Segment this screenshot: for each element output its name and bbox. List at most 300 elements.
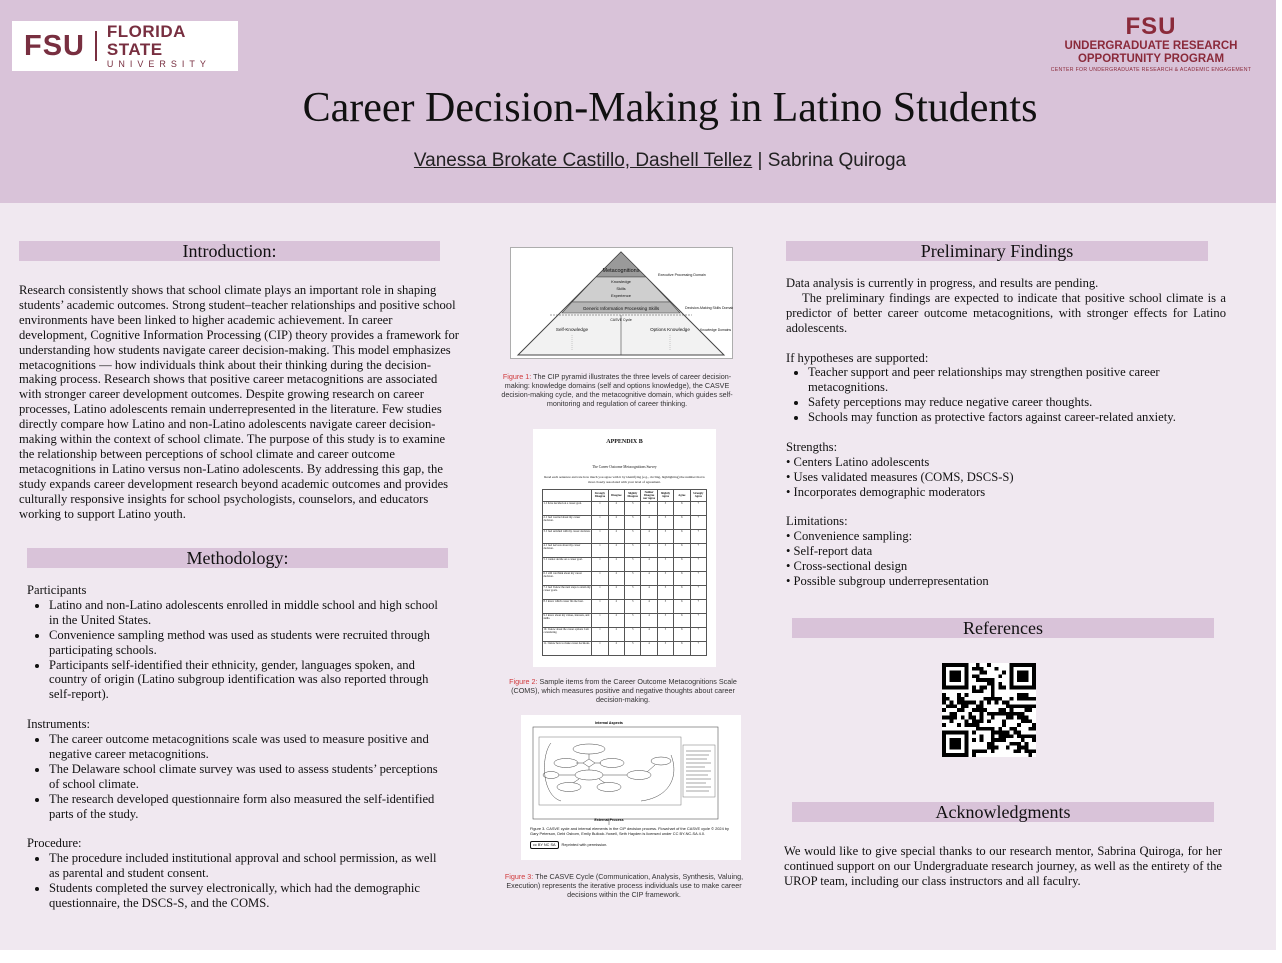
qr-module <box>998 682 1002 686</box>
qr-module <box>1028 749 1032 753</box>
qr-module <box>1017 734 1021 738</box>
qr-module <box>1028 719 1032 723</box>
pyramid-decision-label: Decision-Making Skills Domain <box>685 306 733 310</box>
survey-instructions: Read each sentence and rate how much you agree with it by identifying (e.g., circling, highlighting) the number that is most closely associated with your level of agreement. <box>544 475 705 484</box>
qr-module <box>946 686 950 690</box>
qr-module <box>961 704 965 708</box>
qr-module <box>1028 697 1032 701</box>
survey-header-row <box>543 490 707 502</box>
qr-module <box>1028 686 1032 690</box>
figure1-cip-pyramid <box>510 247 733 359</box>
qr-module <box>1025 693 1029 697</box>
qr-module <box>965 686 969 690</box>
introduction-heading: Introduction: <box>19 241 440 261</box>
pyramid-generic-label: Generic Information Processing Skills <box>582 306 660 311</box>
urop-logo-line1: UNDERGRADUATE RESEARCH <box>1064 40 1238 52</box>
table-cell: 7 <box>690 501 706 515</box>
table-cell: 1 <box>592 529 608 543</box>
qr-module <box>942 731 946 735</box>
qr-module <box>1010 667 1014 671</box>
qr-module <box>980 667 984 671</box>
findings-status: Data analysis is currently in progress, and results are pending. <box>786 276 1099 290</box>
qr-module <box>1010 742 1014 746</box>
qr-module <box>1025 663 1029 667</box>
poster-title: Career Decision-Making in Latino Students <box>302 85 1038 131</box>
qr-module <box>953 674 957 678</box>
qr-module <box>953 716 957 720</box>
table-row <box>543 627 707 641</box>
table-cell: 7 <box>690 529 706 543</box>
participants-label: Participants <box>27 583 87 597</box>
qr-module <box>942 701 946 705</box>
figure3-caption-text: The CASVE Cycle (Communication, Analysis, Synthesis, Valuing, Execution) represents the iterative process individuals use to make career decisions within the CIP framework. <box>506 872 744 899</box>
license-row <box>530 841 607 848</box>
table-cell: 1 <box>592 515 608 529</box>
table-cell: 7 <box>690 613 706 627</box>
qr-module <box>961 731 965 735</box>
qr-module <box>1017 674 1021 678</box>
qr-module <box>995 738 999 742</box>
urop-logo <box>1040 14 1262 74</box>
qr-module <box>953 746 957 750</box>
table-cell: 7 <box>690 585 706 599</box>
findings-expected: The preliminary findings are expected to indicate that positive school climate is a predictor of better career outcome metacognitions, with stronger effects for Latino adolescents. <box>786 290 1226 335</box>
casve-top-label: Internal Aspects <box>595 721 623 725</box>
qr-module <box>965 701 969 705</box>
casve-reprinted-note: Reprinted with permission. <box>561 842 608 847</box>
qr-module <box>965 746 969 750</box>
qr-module <box>1032 723 1036 727</box>
table-cell: 7 <box>690 627 706 641</box>
qr-module <box>1032 682 1036 686</box>
qr-module <box>965 734 969 738</box>
table-cell: 2 <box>608 515 624 529</box>
table-cell: 3 <box>624 557 640 571</box>
qr-module <box>1025 746 1029 750</box>
table-row <box>543 557 707 571</box>
qr-module <box>1032 727 1036 731</box>
qr-module <box>1021 697 1025 701</box>
qr-module <box>942 746 946 750</box>
qr-module <box>991 697 995 701</box>
qr-module <box>991 686 995 690</box>
qr-module <box>950 753 954 757</box>
table-cell: 7 <box>690 599 706 613</box>
qr-module <box>998 708 1002 712</box>
qr-module <box>1017 704 1021 708</box>
table-cell: 4 <box>641 501 657 515</box>
qr-module <box>1025 716 1029 720</box>
qr-module <box>991 727 995 731</box>
qr-module <box>1010 686 1014 690</box>
qr-module <box>987 701 991 705</box>
qr-module <box>946 704 950 708</box>
cip-pyramid-svg <box>510 247 733 359</box>
fsu-logo-line2: UNIVERSITY <box>106 58 211 69</box>
qr-module <box>972 723 976 727</box>
qr-module <box>953 738 957 742</box>
qr-module <box>1013 749 1017 753</box>
table-cell: 6 <box>674 641 690 655</box>
table-cell: 5 <box>657 529 673 543</box>
qr-module <box>950 742 954 746</box>
table-cell: 3 <box>624 613 640 627</box>
strengths-label: Strengths: <box>786 439 838 454</box>
fsu-logo-mark: FSU <box>24 29 85 62</box>
qr-module <box>957 738 961 742</box>
qr-module <box>1006 712 1010 716</box>
table-cell: 6 <box>674 571 690 585</box>
list-item: • Safety perceptions may reduce negative career thoughts. <box>808 395 1226 410</box>
qr-module <box>1013 727 1017 731</box>
qr-module <box>987 712 991 716</box>
qr-module <box>998 734 1002 738</box>
table-cell: 4 <box>641 613 657 627</box>
table-cell: 1. I have decided on a career goal. <box>543 501 592 515</box>
figure2-caption <box>503 677 743 704</box>
qr-module <box>995 746 999 750</box>
qr-module <box>1028 708 1032 712</box>
table-cell: 1 <box>592 641 608 655</box>
qr-module <box>946 716 950 720</box>
figure1-caption-text: The CIP pyramid illustrates the three levels of career decision-making: knowledge domains (self and options knowledge), the CASVE decision-making cycle, and the metacognitive domain, which guides self-monitoring and regulation of career thinking. <box>501 372 733 408</box>
qr-module <box>976 663 980 667</box>
qr-module <box>976 689 980 693</box>
qr-module <box>980 689 984 693</box>
qr-module <box>957 708 961 712</box>
qr-module <box>957 723 961 727</box>
table-cell: 6. I still can think about my career decision. <box>543 571 592 585</box>
qr-module <box>1025 674 1029 678</box>
qr-module <box>980 749 984 753</box>
qr-module <box>957 701 961 705</box>
qr-module <box>972 719 976 723</box>
qr-module <box>942 742 946 746</box>
qr-module <box>1028 727 1032 731</box>
participants-list <box>49 598 447 702</box>
qr-module <box>1021 712 1025 716</box>
table-cell: 5 <box>657 557 673 571</box>
qr-module <box>998 674 1002 678</box>
qr-module <box>1010 712 1014 716</box>
authors-underlined: Vanessa Brokate Castillo, Dashell Tellez <box>413 150 753 171</box>
qr-module <box>972 689 976 693</box>
qr-module <box>1010 727 1014 731</box>
table-cell: 5 <box>657 627 673 641</box>
qr-module <box>980 734 984 738</box>
qr-module <box>980 701 984 705</box>
table-cell: 2 <box>608 641 624 655</box>
qr-module <box>1021 746 1025 750</box>
qr-module <box>950 731 954 735</box>
qr-module <box>1010 674 1014 678</box>
qr-module <box>995 697 999 701</box>
qr-module <box>1028 704 1032 708</box>
qr-module <box>1010 663 1014 667</box>
qr-module <box>1032 671 1036 675</box>
table-cell: 7. I feel I know the next steps to attain my career goals. <box>543 585 592 599</box>
qr-module <box>972 738 976 742</box>
table-cell: 5 <box>657 543 673 557</box>
qr-module <box>946 731 950 735</box>
table-row <box>543 515 707 529</box>
acknowledgments-body: We would like to give special thanks to our research mentor, Sabrina Quiroga, for her continued support on our Undergraduate research journey, as well as the entirety of the UROP team, including our class instructors and all faculry. <box>784 844 1222 888</box>
qr-module <box>995 667 999 671</box>
qr-module <box>953 753 957 757</box>
table-cell: 3 <box>624 543 640 557</box>
table-cell: 1 <box>592 557 608 571</box>
qr-module <box>991 734 995 738</box>
qr-module <box>942 678 946 682</box>
qr-module <box>983 671 987 675</box>
qr-module <box>983 708 987 712</box>
table-cell: 1 <box>592 613 608 627</box>
table-cell: 3 <box>624 529 640 543</box>
qr-module <box>1025 671 1029 675</box>
qr-module <box>1028 663 1032 667</box>
table-cell: 6 <box>674 543 690 557</box>
qr-module <box>987 663 991 667</box>
qr-module <box>987 742 991 746</box>
pyramid-knowledge-label: Knowledge <box>611 279 631 284</box>
qr-module <box>1021 671 1025 675</box>
casve-cycle-svg <box>521 715 741 860</box>
qr-module <box>942 682 946 686</box>
qr-module <box>1006 716 1010 720</box>
qr-module <box>1006 734 1010 738</box>
figure1-label: Figure 1: <box>502 372 532 381</box>
methodology-heading: Methodology: <box>27 548 448 568</box>
qr-module <box>995 712 999 716</box>
qr-module <box>987 719 991 723</box>
qr-module <box>942 753 946 757</box>
cc-license-badge: cc BY NC SA <box>530 841 559 849</box>
logo-divider <box>95 31 97 61</box>
qr-module <box>1032 704 1036 708</box>
survey-table <box>542 489 707 656</box>
qr-module <box>965 742 969 746</box>
urop-logo-line2: OPPORTUNITY PROGRAM <box>1077 53 1225 65</box>
casve-embedded-caption: Figure 3. CASVE cycle and internal elements in the CIP decision process. Flowchart of the CASVE cycle © 2024 by Gary Peterson, Debi Osborn, Emily Bullock-Yowell, Seth Hayden is licensed under CC BY-NC-SA 4.0. <box>530 826 729 837</box>
qr-module <box>998 738 1002 742</box>
pyramid-skills-label: Skills <box>616 286 626 291</box>
qr-module <box>946 753 950 757</box>
qr-module <box>1017 716 1021 720</box>
qr-module <box>972 667 976 671</box>
qr-module <box>1013 742 1017 746</box>
qr-module <box>1002 738 1006 742</box>
table-cell: 5 <box>657 571 673 585</box>
qr-module <box>961 697 965 701</box>
qr-module <box>1021 704 1025 708</box>
qr-module <box>980 727 984 731</box>
qr-module <box>942 749 946 753</box>
list-item: • The career outcome metacognitions scale was used to measure positive and negative career metacognitions. <box>49 732 447 762</box>
qr-module <box>983 686 987 690</box>
qr-module <box>1025 697 1029 701</box>
methodology-body <box>27 583 447 911</box>
qr-module <box>1017 671 1021 675</box>
table-cell: 3 <box>624 501 640 515</box>
table-cell: 3 <box>624 571 640 585</box>
qr-module <box>942 697 946 701</box>
table-cell: 5 <box>657 501 673 515</box>
qr-module <box>980 708 984 712</box>
qr-module <box>957 697 961 701</box>
qr-module <box>1017 746 1021 750</box>
qr-module <box>1032 738 1036 742</box>
survey-column-header: Slightly Disagree <box>624 490 640 502</box>
qr-module <box>1006 701 1010 705</box>
references-qr-code[interactable] <box>942 663 1036 757</box>
qr-code-svg <box>942 663 1036 757</box>
qr-module <box>953 663 957 667</box>
qr-module <box>980 704 984 708</box>
qr-module <box>1017 686 1021 690</box>
qr-module <box>953 686 957 690</box>
qr-module <box>1032 674 1036 678</box>
qr-module <box>983 678 987 682</box>
list-item: • Teacher support and peer relationships may strengthen positive career metacognitions. <box>808 365 1226 395</box>
qr-module <box>1021 674 1025 678</box>
qr-module <box>983 697 987 701</box>
qr-module <box>961 753 965 757</box>
list-item: • Cross-sectional design <box>786 559 908 574</box>
qr-module <box>991 716 995 720</box>
survey-column-header: Strongly Agree <box>690 490 706 502</box>
qr-module <box>965 753 969 757</box>
qr-module <box>972 731 976 735</box>
qr-module <box>976 667 980 671</box>
qr-module <box>1025 704 1029 708</box>
table-cell: 5 <box>657 599 673 613</box>
qr-module <box>998 697 1002 701</box>
qr-module <box>942 693 946 697</box>
qr-module <box>1017 742 1021 746</box>
qr-module <box>957 753 961 757</box>
table-cell: 5 <box>657 641 673 655</box>
qr-module <box>961 663 965 667</box>
qr-module <box>968 701 972 705</box>
qr-module <box>983 749 987 753</box>
qr-module <box>1017 678 1021 682</box>
list-item: • Uses validated measures (COMS, DSCS-S) <box>786 469 1014 484</box>
table-cell: 2. I feel worried about my career decision. <box>543 515 592 529</box>
table-cell: 6 <box>674 529 690 543</box>
qr-module <box>987 746 991 750</box>
qr-module <box>953 678 957 682</box>
qr-module <box>1002 671 1006 675</box>
survey-appendix-title: APPENDIX B <box>606 439 643 445</box>
table-cell: 2 <box>608 571 624 585</box>
qr-module <box>950 746 954 750</box>
qr-module <box>965 663 969 667</box>
pyramid-top-label: Metacognitions <box>602 268 640 274</box>
qr-module <box>980 712 984 716</box>
qr-module <box>1013 712 1017 716</box>
table-cell: 4 <box>641 515 657 529</box>
introduction-body: Research consistently shows that school climate plays an important role in shaping students’ academic outcomes. Strong student–teacher relationships and positive school environments have been linked to higher academic achievement. In career development, Cognitive Information Processing (CIP) theory provides a framework for understanding how students navigate career decision-making. This model emphasizes metacognitions — how individuals think about their thinking during the decision-making process. Research shows that positive career metacognitions are associated with stronger career development outcomes. Despite growing research on career processes, Latino adolescents remain underrepresented in the literature. Few studies directly compare how Latino and non-Latino adolescents navigate career decision-making within the context of school climate. The purpose of this study is to examine the relationship between perceptions of school climate and career outcome metacognitions in Latino versus non-Latino adolescents. By addressing this gap, the study expands career development research beyond academic outcomes and provides culturally responsive insights for school psychologists, counselors, and educators working to support Latino youth. <box>19 283 459 521</box>
qr-module <box>1013 686 1017 690</box>
qr-module <box>1025 686 1029 690</box>
list-item: • Participants self-identified their ethnicity, gender, languages spoken, and country of origin (Latino subgroup identification was also reported through self-report). <box>49 658 447 703</box>
table-cell: 7 <box>690 571 706 585</box>
authors-mentor: | Sabrina Quiroga <box>752 150 907 171</box>
qr-module <box>980 686 984 690</box>
qr-module <box>976 749 980 753</box>
table-cell: 7 <box>690 641 706 655</box>
qr-module <box>953 704 957 708</box>
limitations-label: Limitations: <box>786 514 848 529</box>
qr-module <box>942 667 946 671</box>
qr-module <box>972 708 976 712</box>
table-cell: 6 <box>674 557 690 571</box>
qr-module <box>998 712 1002 716</box>
qr-module <box>1021 738 1025 742</box>
list-item: • Centers Latino adolescents <box>786 454 930 469</box>
table-cell: 3 <box>624 585 640 599</box>
table-row <box>543 613 707 627</box>
table-row <box>543 571 707 585</box>
table-cell: 1 <box>592 501 608 515</box>
qr-module <box>1006 746 1010 750</box>
survey-column-header: Disagree <box>608 490 624 502</box>
qr-module <box>1013 704 1017 708</box>
fsu-logo-text <box>107 23 238 70</box>
findings-body <box>786 276 1226 589</box>
table-cell: 6 <box>674 585 690 599</box>
qr-module <box>1032 667 1036 671</box>
figure3-label: Figure 3: <box>504 872 534 881</box>
qr-module <box>980 716 984 720</box>
qr-module <box>953 671 957 675</box>
table-cell: 2 <box>608 585 624 599</box>
qr-module <box>942 671 946 675</box>
qr-module <box>957 663 961 667</box>
qr-module <box>950 663 954 667</box>
table-cell: 4 <box>641 599 657 613</box>
qr-module <box>957 742 961 746</box>
qr-module <box>1006 731 1010 735</box>
qr-module <box>965 671 969 675</box>
qr-module <box>965 704 969 708</box>
qr-module <box>1002 723 1006 727</box>
table-cell: 7 <box>690 543 706 557</box>
qr-module <box>950 712 954 716</box>
qr-module <box>976 678 980 682</box>
qr-module <box>950 719 954 723</box>
qr-module <box>991 731 995 735</box>
survey-column-header <box>543 490 592 502</box>
qr-module <box>942 663 946 667</box>
table-cell: 4 <box>641 571 657 585</box>
qr-module <box>991 746 995 750</box>
qr-module <box>987 727 991 731</box>
pyramid-self-label: Self-Knowledge <box>555 327 589 332</box>
qr-module <box>1010 734 1014 738</box>
qr-module <box>1010 697 1014 701</box>
table-cell: 1 <box>592 571 608 585</box>
hypotheses-list <box>808 365 1226 425</box>
table-cell: 4 <box>641 627 657 641</box>
qr-module <box>995 731 999 735</box>
qr-module <box>991 693 995 697</box>
qr-module <box>965 678 969 682</box>
qr-module <box>987 697 991 701</box>
list-item: • Self-report data <box>786 544 873 559</box>
table-cell: 4. I feel nervous about my career decision. <box>543 543 592 557</box>
qr-module <box>980 738 984 742</box>
